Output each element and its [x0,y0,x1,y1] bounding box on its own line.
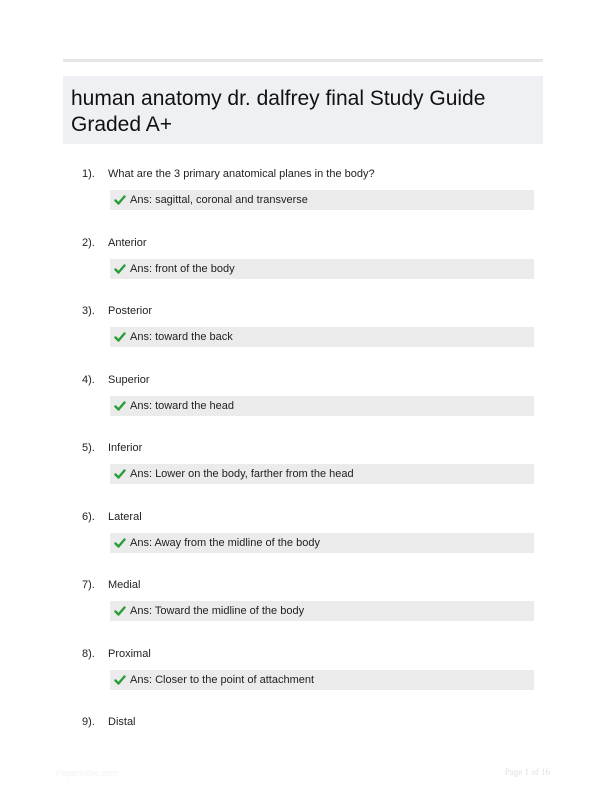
check-icon [114,194,126,206]
question-text: Superior [108,374,150,386]
answer-text: Ans: Lower on the body, farther from the head [130,468,354,480]
question-number: 6). [82,511,95,523]
question-number: 9). [82,716,95,728]
check-icon [114,331,126,343]
question-number: 8). [82,648,95,660]
question-text: Medial [108,579,141,591]
answer-box [110,396,534,416]
page-number: Page 1 of 16 [504,767,550,777]
page-title: human anatomy dr. dalfrey final Study Guide Graded A+ [71,87,486,136]
question-text: Posterior [108,305,153,317]
answer-box [110,464,534,484]
footer-watermark: Paperbible.com [56,768,119,778]
check-icon [114,605,126,617]
question-text: What are the 3 primary anatomical planes in the body? [108,168,375,180]
answer-text: Ans: Toward the midline of the body [130,605,305,617]
answer-box [110,259,534,279]
answer-text: Ans: sagittal, coronal and transverse [130,194,308,206]
check-icon [114,537,126,549]
question-number: 5). [82,442,95,454]
question-number: 1). [82,168,95,180]
answer-box [110,190,534,210]
question-text: Lateral [108,511,142,523]
answer-text: Ans: front of the body [130,263,235,275]
question-number: 2). [82,237,95,249]
question-number: 4). [82,374,95,386]
check-icon [114,263,126,275]
answer-box [110,670,534,690]
question-text: Anterior [108,237,147,249]
answer-box [110,601,534,621]
question-text: Proximal [108,648,151,660]
check-icon [114,468,126,480]
answer-text: Ans: Away from the midline of the body [130,537,320,549]
answer-text: Ans: toward the head [130,400,234,412]
question-number: 7). [82,579,95,591]
question-text: Inferior [108,442,143,454]
question-number: 3). [82,305,95,317]
title-banner [63,76,543,144]
answer-text: Ans: Closer to the point of attachment [130,674,315,686]
answer-box [110,327,534,347]
question-text: Distal [108,716,136,728]
top-divider [63,59,543,62]
check-icon [114,674,126,686]
check-icon [114,400,126,412]
answer-box [110,533,534,553]
answer-text: Ans: toward the back [130,331,233,343]
